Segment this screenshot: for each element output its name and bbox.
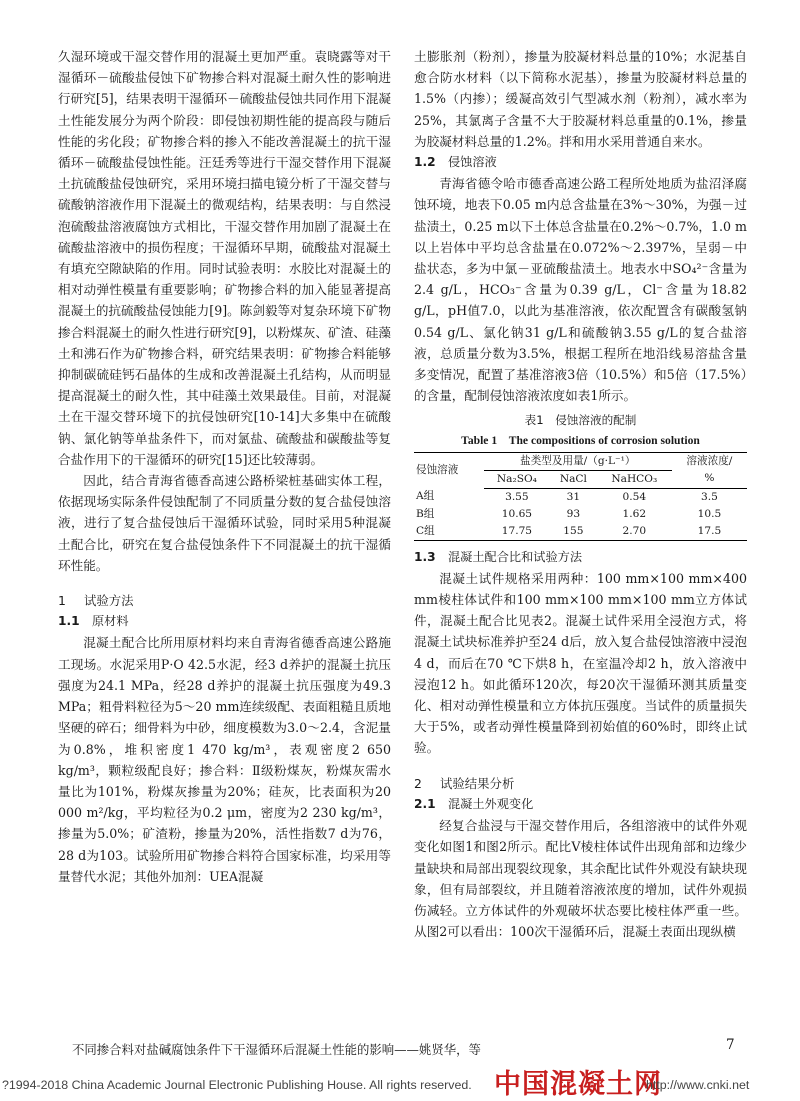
right-column — [414, 46, 747, 942]
table-cell: 1.62 — [622, 507, 647, 520]
section-title: 试验方法 — [84, 593, 134, 609]
table-header-salt-group: 盐类型及用量/（g·L⁻¹） — [484, 452, 672, 470]
body-paragraph: 经复合盐浸与干湿交替作用后，各组溶液中的试件外观变化如图1和图2所示。配比V棱柱体试件出现角部和边缘少量缺块和局部出现裂纹现象，其余配比试件外观没有缺块现象，但有局部裂纹，并且随着溶液浓度的增加，试件外观损伤减轻。立方体试件的外观破坏状态要比棱柱体严重一些。从图2可以看出：100次干湿循环后，混凝土表面出现纵横 — [414, 818, 747, 940]
copyright-text: ?1994-2018 China Academic Journal Electronic Publishing House. All rights reserved. — [2, 1078, 472, 1092]
table-cell: B组 — [416, 507, 435, 520]
subsection-number: 1.1 — [58, 614, 80, 629]
table-caption-cn: 表1 侵蚀溶液的配制 — [524, 413, 637, 428]
subsection-number: 2.1 — [414, 796, 436, 811]
section-heading — [58, 590, 391, 611]
table-cell: 3.55 — [505, 490, 529, 503]
running-title: 不同掺合料对盐碱腐蚀条件下干湿循环后混凝土性能的影响——姚贤华，等 — [72, 1042, 481, 1057]
body-paragraph: 久湿环境或干湿交替作用的混凝土更加严重。袁晓露等对干湿循环－硫酸盐侵蚀下矿物掺合料对混凝土耐久性的影响进行研究[5]，结果表明干湿循环－硫酸盐侵蚀共同作用下混凝土性能发展分为两个阶段：即侵蚀初期性能的提高段与随后性能的劣化段；矿物掺合料的掺入不能改善混凝土的抗干湿循环－硫酸盐侵蚀性能。汪廷秀等进行干湿交替作用下混凝土抗硫酸盐侵蚀研究，采用环境扫描电镜分析了干湿交替与硫酸钠溶液作用下混凝土的微观结构，结果表明：与自然浸泡硫酸盐溶液腐蚀方式相比，干湿交替作用加剧了混凝土在硫酸盐溶液中的损伤程度；干湿循环早期，硫酸盐对混凝土有填充空隙缺陷的作用。同时试验表明：水胶比对混凝土的相对动弹性模量有重要影响；矿物掺合料的加入能显著提高混凝土的抗硫酸盐侵蚀能力[9]。陈剑毅等对复杂环境下矿物掺合料混凝土的耐久性进行研究[9]，以粉煤灰、矿渣、硅藻土和沸石作为矿物掺合料，研究结果表明：矿物掺合料能够抑制碳硫硅钙石晶体的生成和改善混凝土孔结构，从而明显提高混凝土的耐久性，其中硅藻土效果最佳。目前，对混凝土在干湿交替环境下的抗侵蚀研究[10-14]大多集中在硫酸钠、氯化钠等单盐条件下，而对氯盐、硫酸盐和碳酸盐等复合盐作用下的干湿循环的研究[15]还比较薄弱。 — [58, 49, 391, 467]
table-header-concentration: 溶液浓度/ — [672, 452, 747, 470]
subsection-heading — [414, 152, 747, 173]
subsection-heading — [414, 794, 747, 815]
table-cell: 0.54 — [622, 490, 647, 503]
subsection-number: 1.2 — [414, 155, 436, 170]
subsection-title: 混凝土配合比和试验方法 — [448, 549, 583, 564]
body-paragraph: 混凝土配合比所用原材料均来自青海省德香高速公路施工现场。水泥采用P·O 42.5水泥，经3 d养护的混凝土抗压强度为24.1 MPa，经28 d养护的混凝土抗压强度为49.3 MPa；粗骨料粒径为5～20 mm连续级配、表面粗糙且质地坚硬的碎石；细骨料为中砂，细度模数为3.0～2.4，含泥量为0.8%，堆积密度1 470 kg/m³，表观密度2 650 kg/m³，颗粒级配良好；掺合料：Ⅱ级粉煤灰，粉煤灰需水量比为101%，粉煤灰掺量为20%；硅灰，比表面积为20 000 m²/kg，平均粒径为0.2 μm，密度为2 230 kg/m³，掺量为5.0%；矿渣粉，掺量为20%，活性指数7 d为76，28 d为103。试验所用矿物掺合料符合国家标准，均采用等量替代水泥；其他外加剂：UEA混凝 — [58, 635, 391, 884]
body-paragraph: 土膨胀剂（粉剂），掺量为胶凝材料总量的10%；水泥基自愈合防水材料（以下简称水泥基），掺量为胶凝材料总量的1.5%（内掺）；缓凝高效引气型减水剂（粉剂），减水率为25%，其氯离子含量不大于胶凝材料总重量的0.1%，掺量为胶凝材料总量的1.2%。拌和用水采用普通自来水。 — [414, 49, 747, 149]
table-cell: 2.70 — [597, 523, 672, 541]
table-cell: 155 — [550, 523, 597, 541]
subsection-number: 1.3 — [414, 549, 436, 564]
table-header-solution: 侵蚀溶液 — [414, 452, 484, 488]
left-column — [58, 46, 391, 887]
section-title: 试验结果分析 — [440, 775, 515, 791]
table-subheader: NaHCO₃ — [597, 470, 672, 488]
table-cell: 17.5 — [672, 523, 747, 541]
subsection-title: 原材料 — [92, 614, 129, 629]
subsection-title: 混凝土外观变化 — [448, 796, 534, 811]
section-heading — [414, 773, 747, 794]
body-paragraph: 因此，结合青海省德香高速公路桥梁桩基础实体工程，依据现场实际条件侵蚀配制了不同质量分数的复合盐侵蚀溶液，进行了复合盐侵蚀后干湿循环试验，同时采用5种混凝土配合比，研究在复合盐侵蚀条件下不同混凝土的抗干湿循环性能。 — [58, 473, 391, 573]
section-number: 1 — [58, 593, 66, 609]
table-cell: 31 — [566, 490, 581, 503]
table-row — [414, 488, 747, 506]
table-cell: 17.75 — [484, 523, 550, 541]
subsection-heading — [58, 611, 391, 632]
body-paragraph: 青海省德令哈市德香高速公路工程所处地质为盐沼泽腐蚀环境，地表下0.05 m内总含盐量在3%～30%，为强－过盐渍土，0.25 m以下土体总含盐量在0.2%～0.7%，1.0 m以上岩体中平均总含盐量在0.072%～2.397%，呈弱－中盐状态，多为中氯－亚硫酸盐渍土。地表水中SO₄²⁻含量为2.4 g/L，HCO₃⁻含量为0.39 g/L，Cl⁻含量为18.82 g/L，pH值7.0，以此为基准溶液，依次配置含有碳酸氢钠0.54 g/L、氯化钠31 g/L和硫酸钠3.55 g/L的复合盐溶液，总质量分数为3.5%，根据工程所在地沿线易溶盐含量多变情况，配置了基准溶液3倍（10.5%）和5倍（17.5%）的含量，配制侵蚀溶液浓度如表1所示。 — [414, 176, 747, 404]
table-cell: 10.65 — [501, 507, 533, 520]
table-row — [414, 506, 747, 523]
table-cell: A组 — [416, 490, 435, 503]
table-cell: 10.5 — [697, 507, 722, 520]
subsection-heading — [414, 547, 747, 568]
watermark-logo: 中国混凝土网 — [494, 1069, 662, 1100]
table-cell: 93 — [566, 507, 581, 520]
table-subheader: NaCl — [550, 470, 597, 488]
table-subheader: Na₂SO₄ — [484, 470, 550, 488]
section-number: 2 — [414, 775, 422, 791]
subsection-title: 侵蚀溶液 — [448, 155, 497, 170]
table-cell: 3.5 — [700, 490, 718, 503]
table-row — [414, 523, 747, 541]
table-cell: C组 — [414, 523, 484, 541]
table-caption-en: Table 1 The compositions of corrosion solution — [461, 433, 700, 447]
corrosion-solution-table — [414, 452, 747, 541]
page-number: 7 — [726, 1037, 735, 1053]
table-header-concentration-unit: % — [672, 470, 747, 488]
cnki-link[interactable]: http://www.cnki.net — [646, 1078, 750, 1092]
body-paragraph: 混凝土试件规格采用两种：100 mm×100 mm×400 mm棱柱体试件和100 mm×100 mm×100 mm立方体试件，混凝土配合比见表2。混凝土试件采用全浸泡方式，将混凝土试块标准养护至24 d后，放入复合盐侵蚀溶液中浸泡4 d，而后在70 ℃下烘8 h，在室温冷却2 h，放入溶液中浸泡12 h。如此循环120次，每20次干湿循环测其质量变化、相对动弹性模量和立方体抗压强度。当试件的质量损失大于5%，或者动弹性模量降到初始值的60%时，即终止试验。 — [414, 570, 747, 756]
